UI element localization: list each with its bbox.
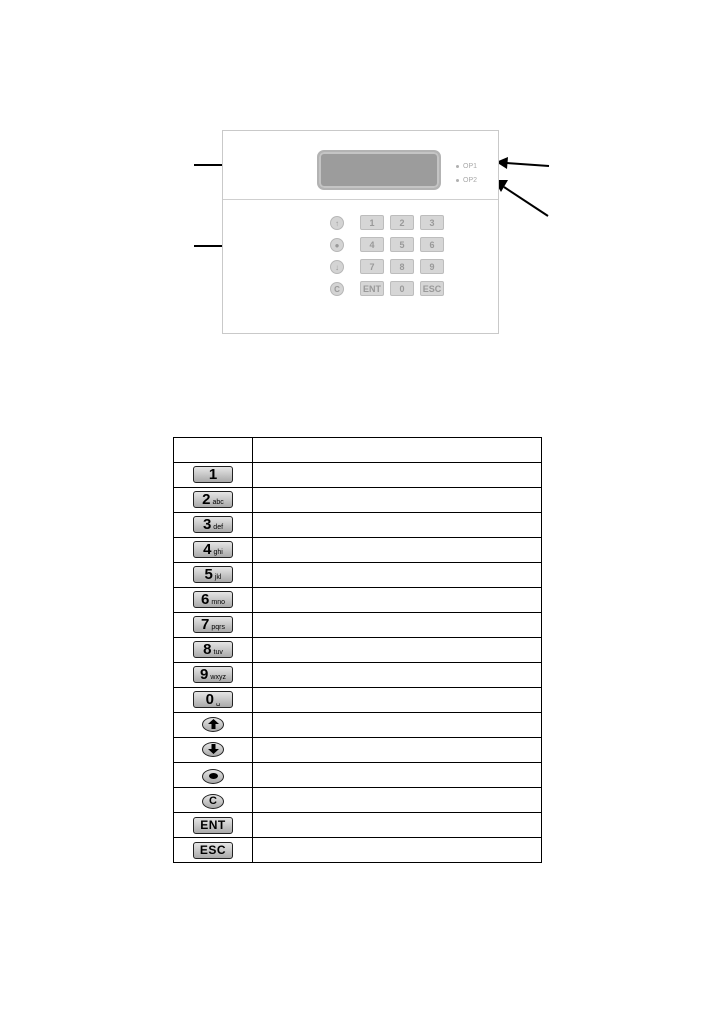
table-row: [174, 788, 542, 813]
led-op1: [456, 163, 477, 170]
key-description: [253, 613, 542, 638]
panel-key-0: 0: [390, 281, 414, 296]
led-label: OP1: [463, 163, 478, 170]
key-description-table: [173, 437, 542, 863]
table-row: [174, 713, 542, 738]
key-description: [253, 663, 542, 688]
key-2-icon: 2 abc: [193, 491, 233, 508]
panel-key-3: 3: [420, 215, 444, 230]
table-row: [174, 663, 542, 688]
key-description: [253, 563, 542, 588]
down-arrow-icon: ↓: [330, 260, 344, 274]
key-description: [253, 538, 542, 563]
key-description: [253, 838, 542, 863]
dot-icon: ●: [330, 238, 344, 252]
key-8-icon: 8 tuv: [193, 641, 233, 658]
led-label: OP2: [463, 177, 478, 184]
up-arrow-icon: ↑: [330, 216, 344, 230]
panel-key-ent: ENT: [360, 281, 384, 296]
key-description: [253, 588, 542, 613]
up-arrow-icon: [202, 717, 224, 732]
down-arrow-icon: [202, 742, 224, 757]
table-row: [174, 638, 542, 663]
led-icon: [456, 179, 459, 182]
key-description: [253, 513, 542, 538]
table-header-row: [174, 438, 542, 463]
key-description: [253, 713, 542, 738]
panel-key-4: 4: [360, 237, 384, 252]
key-description: [253, 738, 542, 763]
column-header-key: [174, 438, 253, 463]
key-description: [253, 638, 542, 663]
key-9-icon: 9 wxyz: [193, 666, 233, 683]
lcd-display: [317, 150, 441, 190]
table-row: [174, 513, 542, 538]
arrow-to-op1: [493, 153, 553, 173]
table-row: [174, 488, 542, 513]
column-header-description: [253, 438, 542, 463]
keypad-row: [330, 281, 470, 296]
panel-key-5: 5: [390, 237, 414, 252]
keypad-row: [330, 237, 470, 252]
key-description: [253, 788, 542, 813]
table-row: [174, 838, 542, 863]
table-row: [174, 613, 542, 638]
panel-key-1: 1: [360, 215, 384, 230]
key-1-icon: 1: [193, 466, 233, 483]
clear-key-icon: C: [202, 794, 224, 809]
table-row: [174, 688, 542, 713]
key-description: [253, 463, 542, 488]
panel-key-8: 8: [390, 259, 414, 274]
clear-key-icon: C: [330, 282, 344, 296]
table-row: [174, 813, 542, 838]
key-5-icon: 5 jkl: [193, 566, 233, 583]
key-4-icon: 4 ghi: [193, 541, 233, 558]
led-icon: [456, 165, 459, 168]
key-7-icon: 7 pqrs: [193, 616, 233, 633]
key-description: [253, 763, 542, 788]
dot-icon: [202, 769, 224, 784]
key-description: [253, 488, 542, 513]
control-panel-illustration: [222, 130, 499, 334]
arrow-to-op2: [490, 176, 552, 221]
panel-divider: [223, 199, 498, 200]
keypad-row: [330, 259, 470, 274]
keypad-row: [330, 215, 470, 230]
key-3-icon: 3 def: [193, 516, 233, 533]
panel-key-2: 2: [390, 215, 414, 230]
enter-key-icon: ENT: [193, 817, 233, 834]
panel-key-7: 7: [360, 259, 384, 274]
panel-key-6: 6: [420, 237, 444, 252]
panel-key-9: 9: [420, 259, 444, 274]
table-row: [174, 538, 542, 563]
table-row: [174, 763, 542, 788]
panel-key-esc: ESC: [420, 281, 444, 296]
table-row: [174, 738, 542, 763]
key-description: [253, 688, 542, 713]
table-row: [174, 563, 542, 588]
key-0-icon: 0 ␣: [193, 691, 233, 708]
escape-key-icon: ESC: [193, 842, 233, 859]
led-op2: [456, 177, 477, 184]
key-description: [253, 813, 542, 838]
table-row: [174, 588, 542, 613]
key-6-icon: 6 mno: [193, 591, 233, 608]
table-row: [174, 463, 542, 488]
